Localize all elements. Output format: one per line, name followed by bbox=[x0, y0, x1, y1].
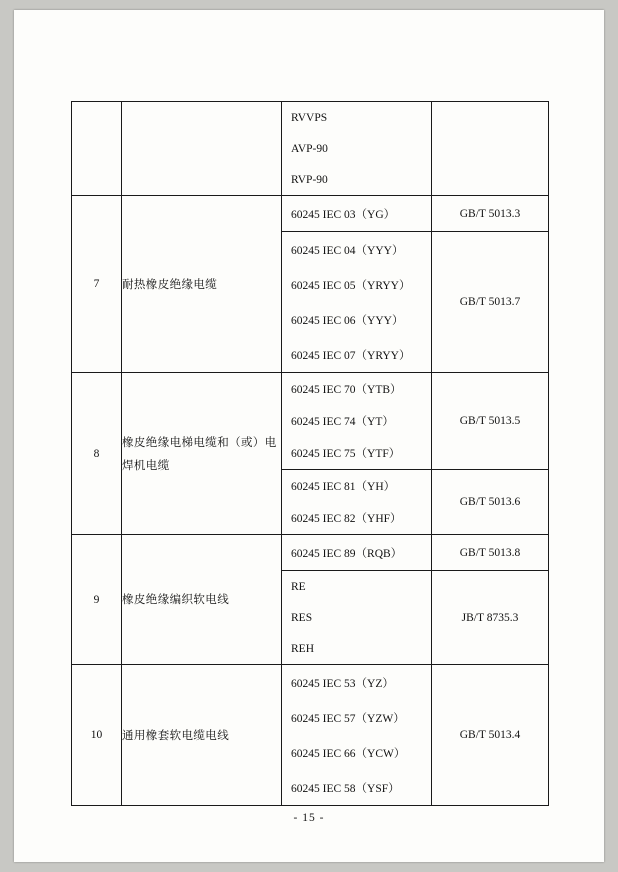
standard-cell: GB/T 5013.8 bbox=[432, 535, 549, 571]
table-row bbox=[72, 373, 549, 470]
row-name-cell: 通用橡套软电缆电线 bbox=[122, 665, 282, 806]
row-number-cell: 7 bbox=[72, 196, 122, 373]
model-item: 60245 IEC 53（YZ） bbox=[291, 677, 394, 690]
model-item: 60245 IEC 07（YRYY） bbox=[291, 349, 411, 362]
table-row bbox=[72, 535, 549, 571]
standard-cell: GB/T 5013.4 bbox=[432, 665, 549, 806]
model-item: 60245 IEC 05（YRYY） bbox=[291, 279, 411, 292]
model-list bbox=[282, 535, 431, 570]
model-item: 60245 IEC 58（YSF） bbox=[291, 782, 400, 795]
model-list bbox=[282, 571, 431, 664]
table-row bbox=[72, 665, 549, 806]
model-cell bbox=[282, 232, 432, 373]
model-item: RES bbox=[291, 611, 313, 624]
row-name-cell: 耐热橡皮绝缘电缆 bbox=[122, 196, 282, 373]
model-cell bbox=[282, 373, 432, 470]
model-item: 60245 IEC 74（YT） bbox=[291, 416, 394, 428]
model-list bbox=[282, 196, 431, 231]
row-number-cell: 10 bbox=[72, 665, 122, 806]
row-number-cell: 9 bbox=[72, 535, 122, 665]
model-list bbox=[282, 665, 431, 805]
model-list bbox=[282, 232, 431, 372]
row-name-cell: 橡皮绝缘电梯电缆和（或）电焊机电缆 bbox=[122, 373, 282, 535]
cable-standards-table bbox=[71, 101, 549, 806]
table-row bbox=[72, 102, 549, 196]
model-cell bbox=[282, 535, 432, 571]
model-cell bbox=[282, 196, 432, 232]
row-number-cell: 8 bbox=[72, 373, 122, 535]
model-cell bbox=[282, 102, 432, 196]
row-name-cell bbox=[122, 102, 282, 196]
model-item: 60245 IEC 04（YYY） bbox=[291, 244, 404, 257]
document-page bbox=[14, 10, 604, 862]
model-item: 60245 IEC 81（YH） bbox=[291, 481, 396, 493]
page-content bbox=[14, 10, 604, 862]
row-number-cell bbox=[72, 102, 122, 196]
model-list bbox=[282, 373, 431, 469]
row-name-cell: 橡皮绝缘编织软电线 bbox=[122, 535, 282, 665]
model-cell bbox=[282, 470, 432, 535]
model-cell bbox=[282, 665, 432, 806]
model-item: 60245 IEC 82（YHF） bbox=[291, 513, 402, 525]
table-row bbox=[72, 196, 549, 232]
standard-cell: GB/T 5013.5 bbox=[432, 373, 549, 470]
model-item: 60245 IEC 06（YYY） bbox=[291, 314, 404, 327]
model-item: RE bbox=[291, 580, 306, 593]
standard-cell: GB/T 5013.7 bbox=[432, 232, 549, 373]
model-item: 60245 IEC 75（YTF） bbox=[291, 448, 401, 460]
standard-cell: GB/T 5013.6 bbox=[432, 470, 549, 535]
standard-cell: JB/T 8735.3 bbox=[432, 571, 549, 665]
model-item: AVP-90 bbox=[291, 142, 328, 155]
model-item: 60245 IEC 03（YG） bbox=[291, 208, 396, 221]
model-list bbox=[282, 102, 431, 195]
model-item: 60245 IEC 70（YTB） bbox=[291, 384, 402, 396]
model-list bbox=[282, 470, 431, 534]
standard-cell bbox=[432, 102, 549, 196]
model-item: REH bbox=[291, 642, 314, 655]
model-item: RVP-90 bbox=[291, 173, 328, 186]
model-cell bbox=[282, 571, 432, 665]
model-item: 60245 IEC 66（YCW） bbox=[291, 747, 406, 760]
model-item: 60245 IEC 89（RQB） bbox=[291, 547, 403, 560]
page-number: - 15 - bbox=[293, 812, 325, 824]
model-item: RVVPS bbox=[291, 111, 328, 124]
model-item: 60245 IEC 57（YZW） bbox=[291, 712, 405, 725]
standard-cell: GB/T 5013.3 bbox=[432, 196, 549, 232]
